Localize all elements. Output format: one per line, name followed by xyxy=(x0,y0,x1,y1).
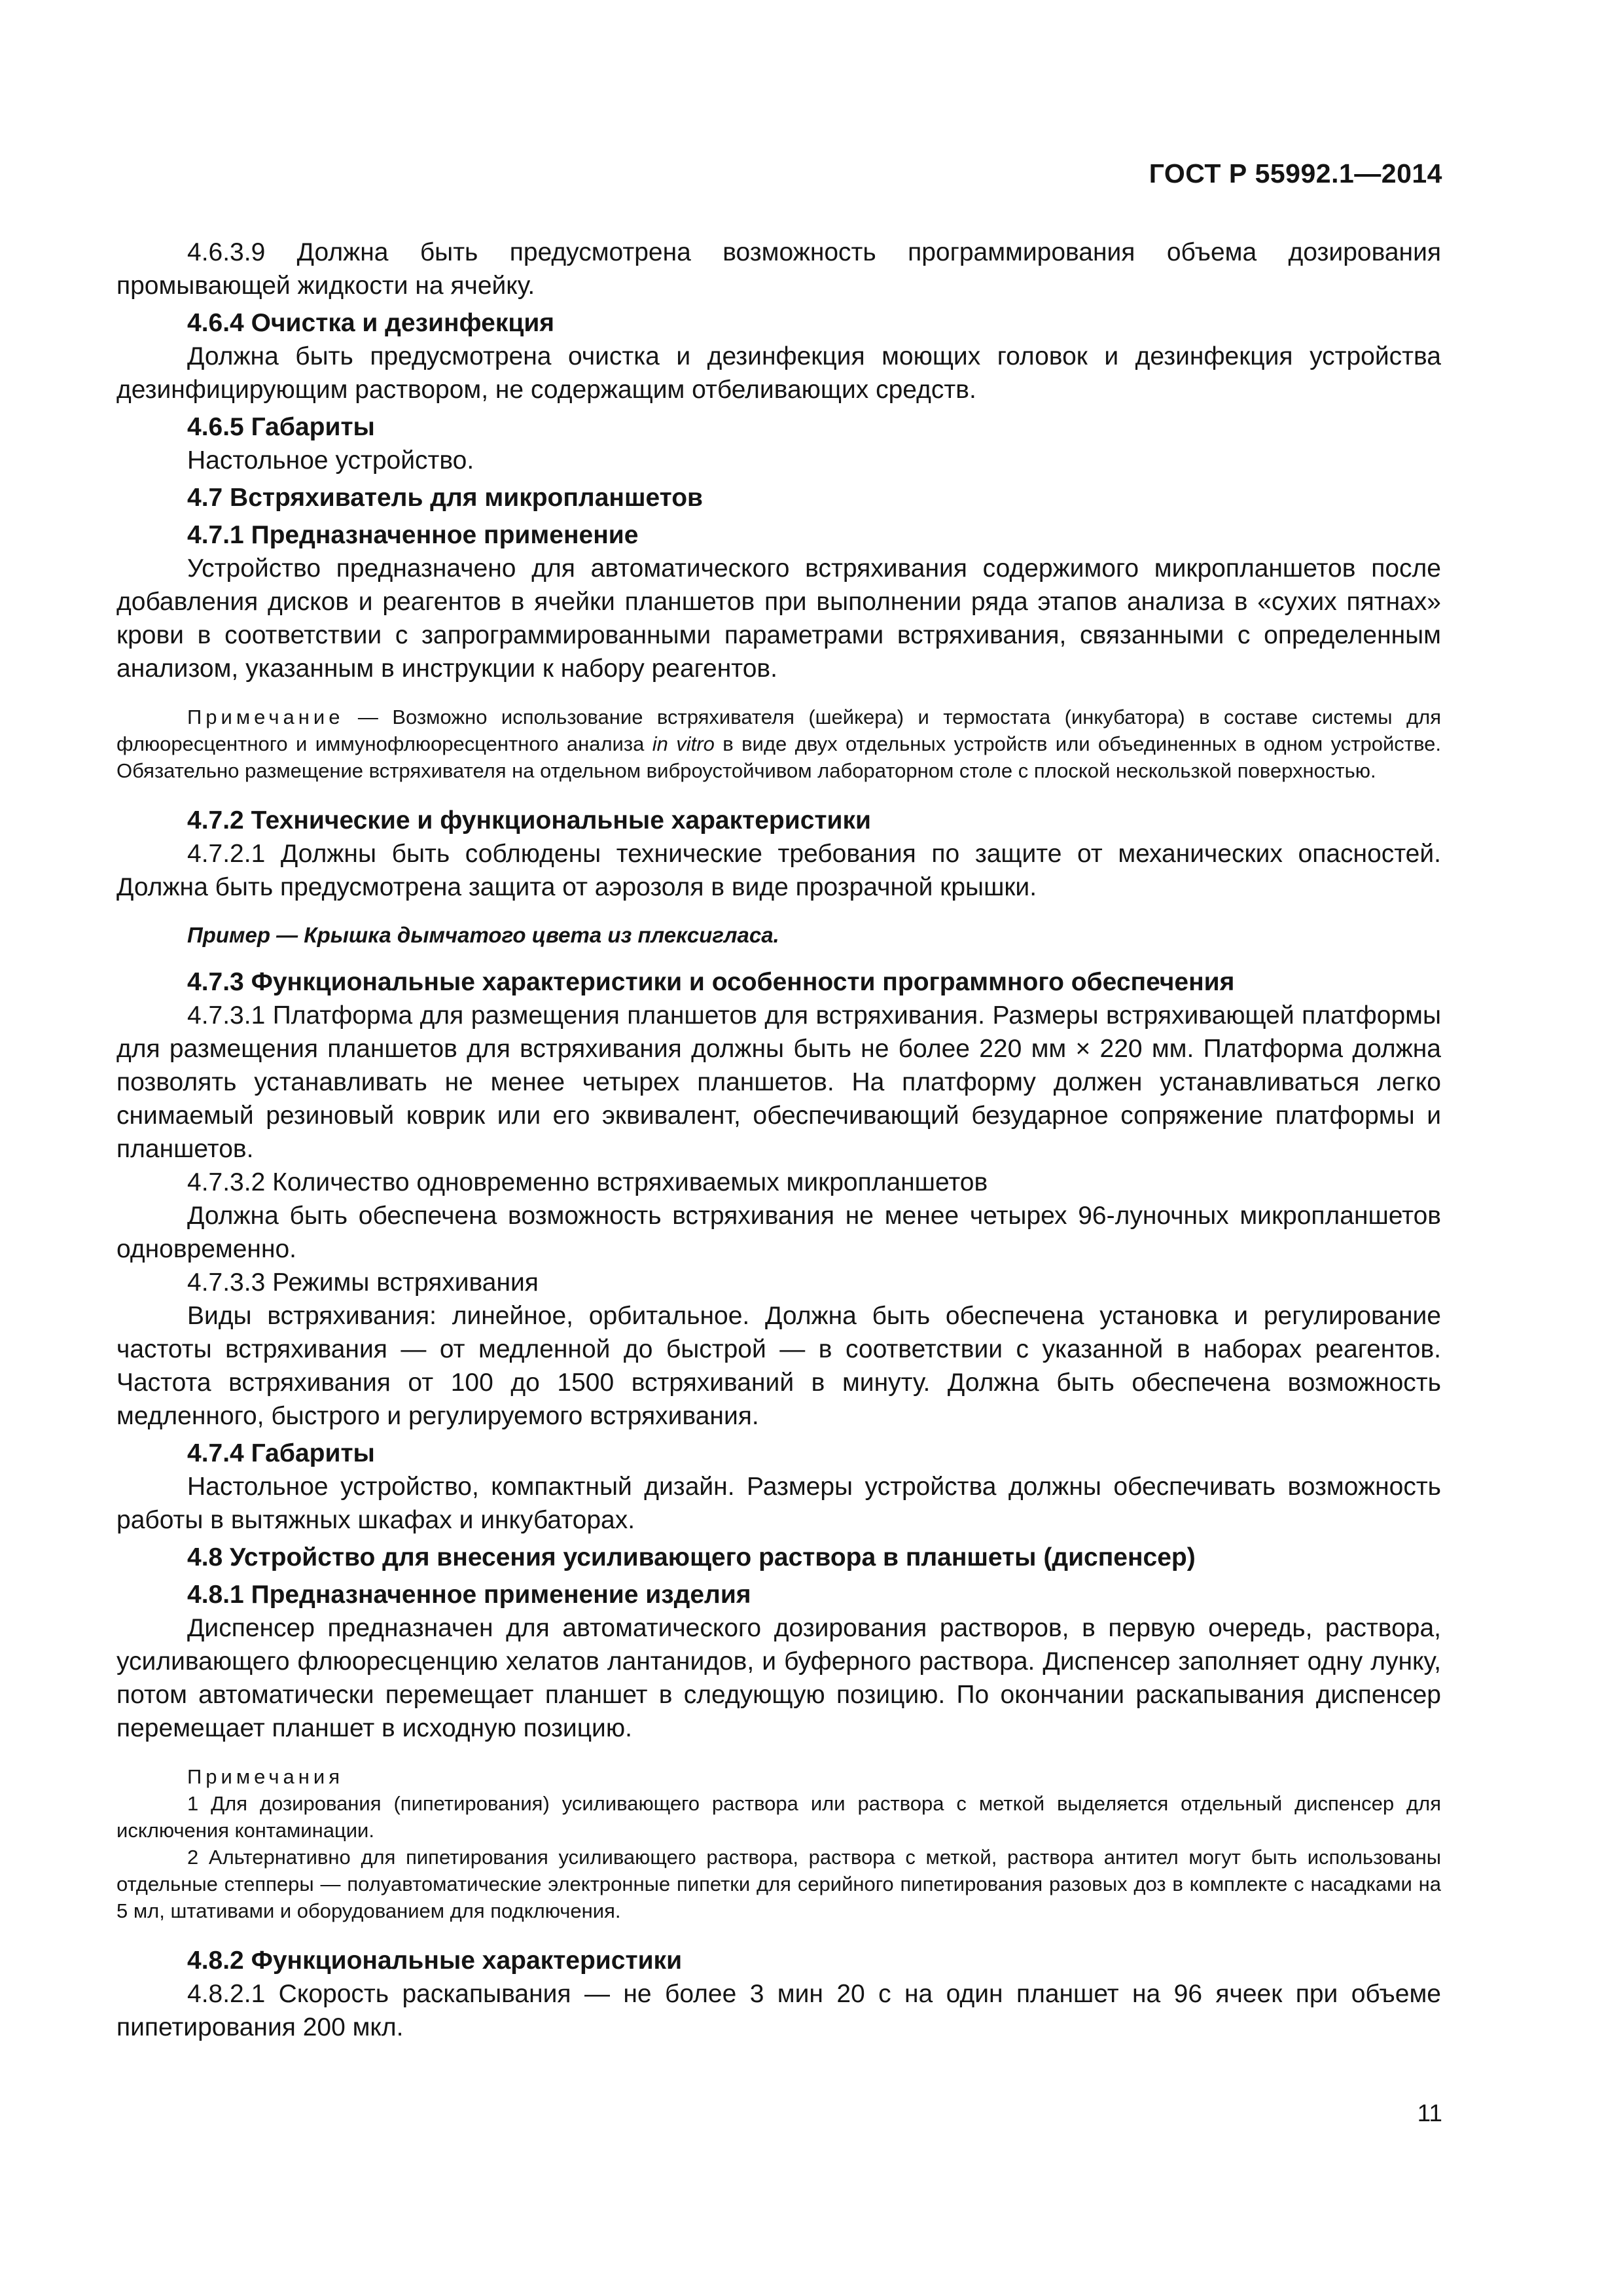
note-1: 1 Для дозирования (пипетирования) усиливающего раствора или раствора с меткой выделяется отдельный диспенсер для исключения контаминации. xyxy=(116,1792,1441,1842)
page-number: 11 xyxy=(1417,2100,1442,2126)
heading-4-7-2: 4.7.2 Технические и функциональные характеристики xyxy=(187,806,871,834)
note-4-7-1 xyxy=(116,704,1441,784)
paragraph-4-8-1: Диспенсер предназначен для автоматического дозирования растворов, в первую очередь, раствора, усиливающего флюоресценцию хелатов лантанидов, и буферного раствора. Диспенсер заполняет одну лунку, потом автоматически перемещает планшет в следующую позицию. По окончании раскапывания диспенсер перемещает планшет в исходную позицию. xyxy=(116,1614,1441,1742)
note-text-part2: в виде двух отдельных устройств или объединенных в одном устройстве. Обязательно размещение встряхивателя на отдельном виброустойчивом лабораторном столе с плоской нескользкой поверхностью. xyxy=(116,732,1441,782)
paragraph-4-7-1: Устройство предназначено для автоматического встряхивания содержимого микропланшетов после добавления дисков и реагентов в ячейки планшетов при выполнении ряда этапов анализа в «сухих пятнах» крови в соответствии с запрограммированными параметрами встряхивания, связанными с определенным анализом, указанным в инструкции к набору реагентов. xyxy=(116,554,1441,683)
paragraph-4-7-3-3: 4.7.3.3 Режимы встряхивания xyxy=(187,1268,539,1297)
paragraph-4-6-5: Настольное устройство. xyxy=(187,446,474,475)
heading-4-7-1: 4.7.1 Предназначенное применение xyxy=(187,521,639,549)
paragraph-4-6-3-9: 4.6.3.9 Должна быть предусмотрена возможность программирования объема дозирования промывающей жидкости на ячейку. xyxy=(116,238,1441,300)
heading-4-7-3: 4.7.3 Функциональные характеристики и особенности программного обеспечения xyxy=(187,968,1235,996)
heading-4-7-4: 4.7.4 Габариты xyxy=(187,1439,375,1467)
note-italic-term: in vitro xyxy=(652,732,715,755)
heading-4-8-2: 4.8.2 Функциональные характеристики xyxy=(187,1946,683,1975)
heading-4-6-5: 4.6.5 Габариты xyxy=(187,413,375,441)
note-label: Примечание xyxy=(187,706,344,728)
heading-4-6-4: 4.6.4 Очистка и дезинфекция xyxy=(187,309,555,337)
paragraph-4-7-3-3-body: Виды встряхивания: линейное, орбитальное. Должна быть обеспечена установка и регулирование частоты встряхивания — от медленной до быстрой — в соответствии с указанной в наборах реагентов. Частота встряхивания от 100 до 1500 встряхиваний в минуту. Должна быть обеспечена возможность медленного, быстрого и регулируемого встряхивания. xyxy=(116,1302,1441,1430)
paragraph-4-7-2-1: 4.7.2.1 Должны быть соблюдены технические требования по защите от механических опасностей. Должна быть предусмотрена защита от аэрозоля в виде прозрачной крышки. xyxy=(116,840,1441,901)
paragraph-4-7-3-1: 4.7.3.1 Платформа для размещения планшетов для встряхивания. Размеры встряхивающей платформы для размещения планшетов для встряхивания должны быть не более 220 мм × 220 мм. Платформа должна позволять устанавливать не менее четырех планшетов. На платформу должен устанавливаться легко снимаемый резиновый коврик или его эквивалент, обеспечивающий безударное сопряжение платформы и планшетов. xyxy=(116,1001,1441,1163)
note-2: 2 Альтернативно для пипетирования усиливающего раствора, раствора с меткой, раствора антител могут быть использованы отдельные степперы — полуавтоматические электронные пипетки для серийного пипетирования разовых доз в комплекте с насадками на 5 мл, штативами и оборудованием для подключения. xyxy=(116,1846,1441,1922)
heading-4-8: 4.8 Устройство для внесения усиливающего раствора в планшеты (диспенсер) xyxy=(187,1543,1196,1571)
paragraph-4-7-4: Настольное устройство, компактный дизайн. Размеры устройства должны обеспечивать возможность работы в вытяжных шкафах и инкубаторах. xyxy=(116,1473,1441,1534)
document-body xyxy=(116,236,1441,2044)
heading-4-8-1: 4.8.1 Предназначенное применение изделия xyxy=(187,1581,751,1609)
example-line: Пример — Крышка дымчатого цвета из плексигласа. xyxy=(187,923,779,947)
paragraph-4-7-3-2: 4.7.3.2 Количество одновременно встряхиваемых микропланшетов xyxy=(187,1168,988,1196)
paragraph-4-7-3-2-body: Должна быть обеспечена возможность встряхивания не менее четырех 96-луночных микропланшетов одновременно. xyxy=(116,1202,1441,1263)
document-code-header: ГОСТ Р 55992.1—2014 xyxy=(1149,158,1442,188)
notes-title: Примечания xyxy=(187,1765,344,1788)
notes-4-8-1 xyxy=(116,1763,1441,1924)
paragraph-4-8-2-1: 4.8.2.1 Скорость раскапывания — не более 3 мин 20 с на один планшет на 96 ячеек при объеме пипетирования 200 мкл. xyxy=(116,1980,1441,2041)
heading-4-7: 4.7 Встряхиватель для микропланшетов xyxy=(187,484,704,512)
paragraph-4-6-4: Должна быть предусмотрена очистка и дезинфекция моющих головок и дезинфекция устройства дезинфицирующим раствором, не содержащим отбеливающих средств. xyxy=(116,342,1441,404)
note-text-part1: — Возможно использование встряхивателя (шейкера) и термостата (инкубатора) в составе системы для флюоресцентного и иммунофлюоресцентного анализа xyxy=(116,706,1441,755)
